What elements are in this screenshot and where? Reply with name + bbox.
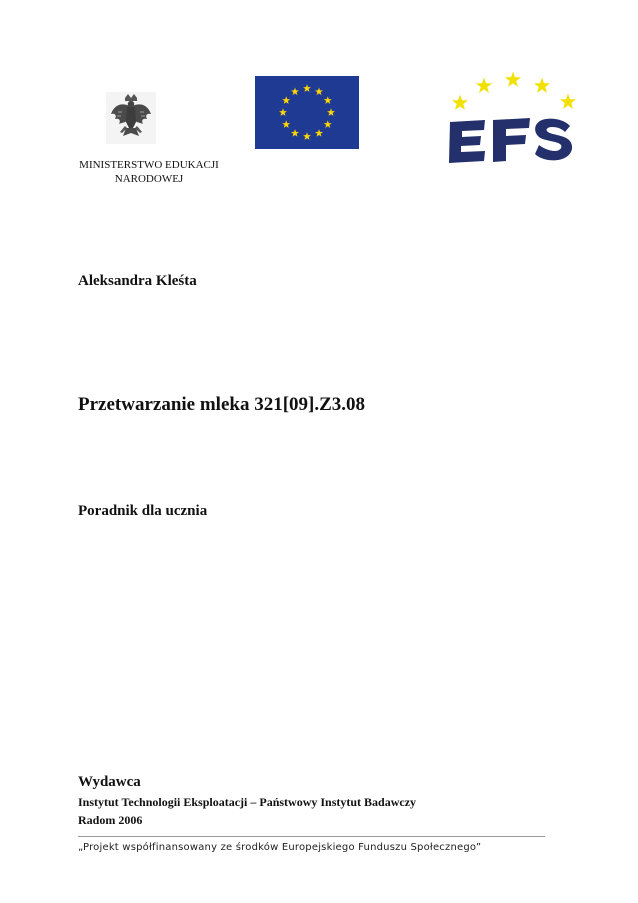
publisher-name: Instytut Technologii Eksploatacji – Państwowy Instytut Badawczy — [78, 795, 417, 809]
author-name: Aleksandra Kleśta — [78, 273, 197, 289]
document-title: Przetwarzanie mleka 321[09].Z3.08 — [78, 394, 366, 415]
efs-star — [560, 94, 576, 109]
ministry-name-line1: MINISTERSTWO EDUKACJI — [79, 159, 219, 171]
efs-star — [534, 78, 550, 93]
efs-star — [476, 78, 492, 93]
ministry-name — [78, 158, 220, 186]
efs-star — [505, 72, 521, 87]
footer-funding-note: „Projekt współfinansowany ze środków Europejskiego Funduszu Społecznego” — [78, 842, 482, 853]
publisher-place-year: Radom 2006 — [78, 813, 143, 827]
footer-divider — [78, 836, 545, 837]
ministry-name-line2: NARODOWEJ — [114, 173, 184, 185]
eu-flag-icon — [255, 76, 359, 149]
polish-eagle-emblem-icon — [106, 92, 156, 144]
publisher-label: Wydawca — [78, 774, 141, 790]
efs-star — [452, 95, 468, 110]
efs-logo — [440, 70, 585, 170]
document-subtitle: Poradnik dla ucznia — [78, 503, 208, 519]
